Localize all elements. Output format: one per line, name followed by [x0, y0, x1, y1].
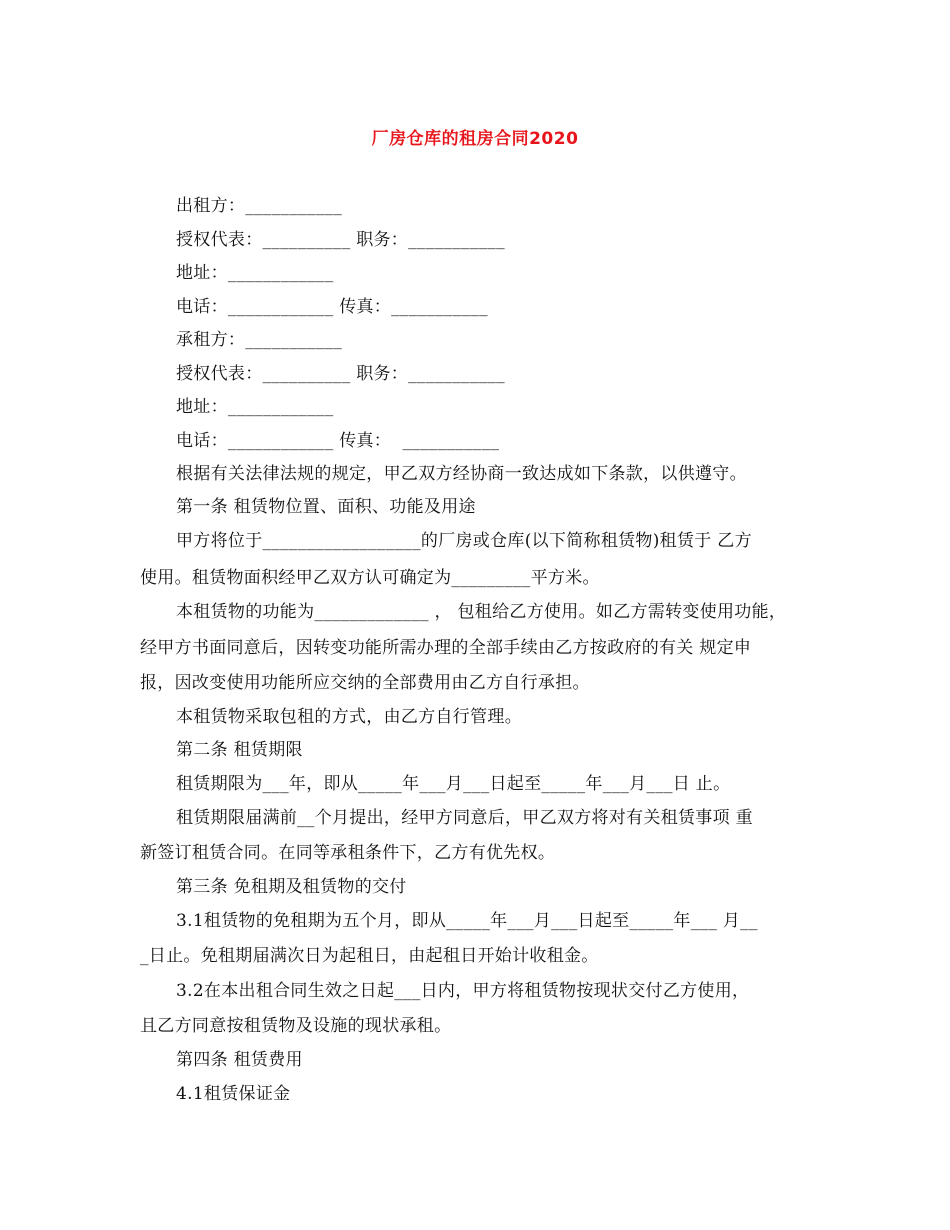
- lessee-address-line: 地址：____________: [176, 397, 334, 417]
- clause-4-1-heading: 4.1租赁保证金: [176, 1084, 291, 1104]
- lessee-representative-line: 授权代表：__________ 职务：___________: [176, 364, 505, 384]
- article-1-text: 本租赁物采取包租的方式，由乙方自行管理。: [176, 707, 522, 727]
- article-1-text: 甲方将位于__________________的厂房或仓库(以下简称租赁物)租赁于 乙方: [176, 531, 752, 551]
- clause-3-1-text: _日止。免租期届满次日为起租日，由起租日开始计收租金。: [140, 946, 599, 966]
- article-1-text: 报，因改变使用功能所应交纳的全部费用由乙方自行承担。: [140, 673, 590, 693]
- lessor-address-line: 地址：____________: [176, 263, 334, 283]
- article-2-text: 租赁期限届满前__个月提出，经甲方同意后，甲乙双方将对有关租赁事项 重: [176, 808, 753, 828]
- clause-3-2-text: 3.2在本出租合同生效之日起___日内，甲方将租赁物按现状交付乙方使用，: [176, 981, 750, 1001]
- article-1-heading: 第一条 租赁物位置、面积、功能及用途: [176, 497, 476, 517]
- article-1-text: 本租赁物的功能为_____________ ， 包租给乙方使用。如乙方需转变使用功能，: [176, 602, 787, 622]
- article-1-text: 使用。租赁物面积经甲乙双方认可确定为_________平方米。: [140, 568, 600, 588]
- article-3-heading: 第三条 免租期及租赁物的交付: [176, 877, 407, 897]
- article-4-heading: 第四条 租赁费用: [176, 1050, 303, 1070]
- clause-3-1-text: 3.1租赁物的免租期为五个月，即从_____年___月___日起至_____年___ 月__: [176, 911, 758, 931]
- article-2-heading: 第二条 租赁期限: [176, 740, 303, 760]
- article-2-text: 租赁期限为___年，即从_____年___月___日起至_____年___月___日 止。: [176, 774, 731, 794]
- lessee-line: 承租方：___________: [176, 330, 342, 350]
- lessor-phone-line: 电话：____________ 传真：___________: [176, 297, 488, 317]
- document-title: 厂房仓库的租房合同2020: [371, 129, 579, 149]
- clause-3-2-text: 且乙方同意按租赁物及设施的现状承租。: [140, 1016, 452, 1036]
- article-2-text: 新签订租赁合同。在同等承租条件下，乙方有优先权。: [140, 843, 556, 863]
- lessor-line: 出租方：___________: [176, 196, 342, 216]
- lessee-phone-line: 电话：____________ 传真： ___________: [176, 431, 500, 451]
- lessor-representative-line: 授权代表：__________ 职务：___________: [176, 230, 505, 250]
- article-1-text: 经甲方书面同意后，因转变功能所需办理的全部手续由乙方按政府的有关 规定申: [140, 638, 752, 658]
- preamble-paragraph: 根据有关法律法规的规定，甲乙双方经协商一致达成如下条款，以供遵守。: [176, 464, 747, 484]
